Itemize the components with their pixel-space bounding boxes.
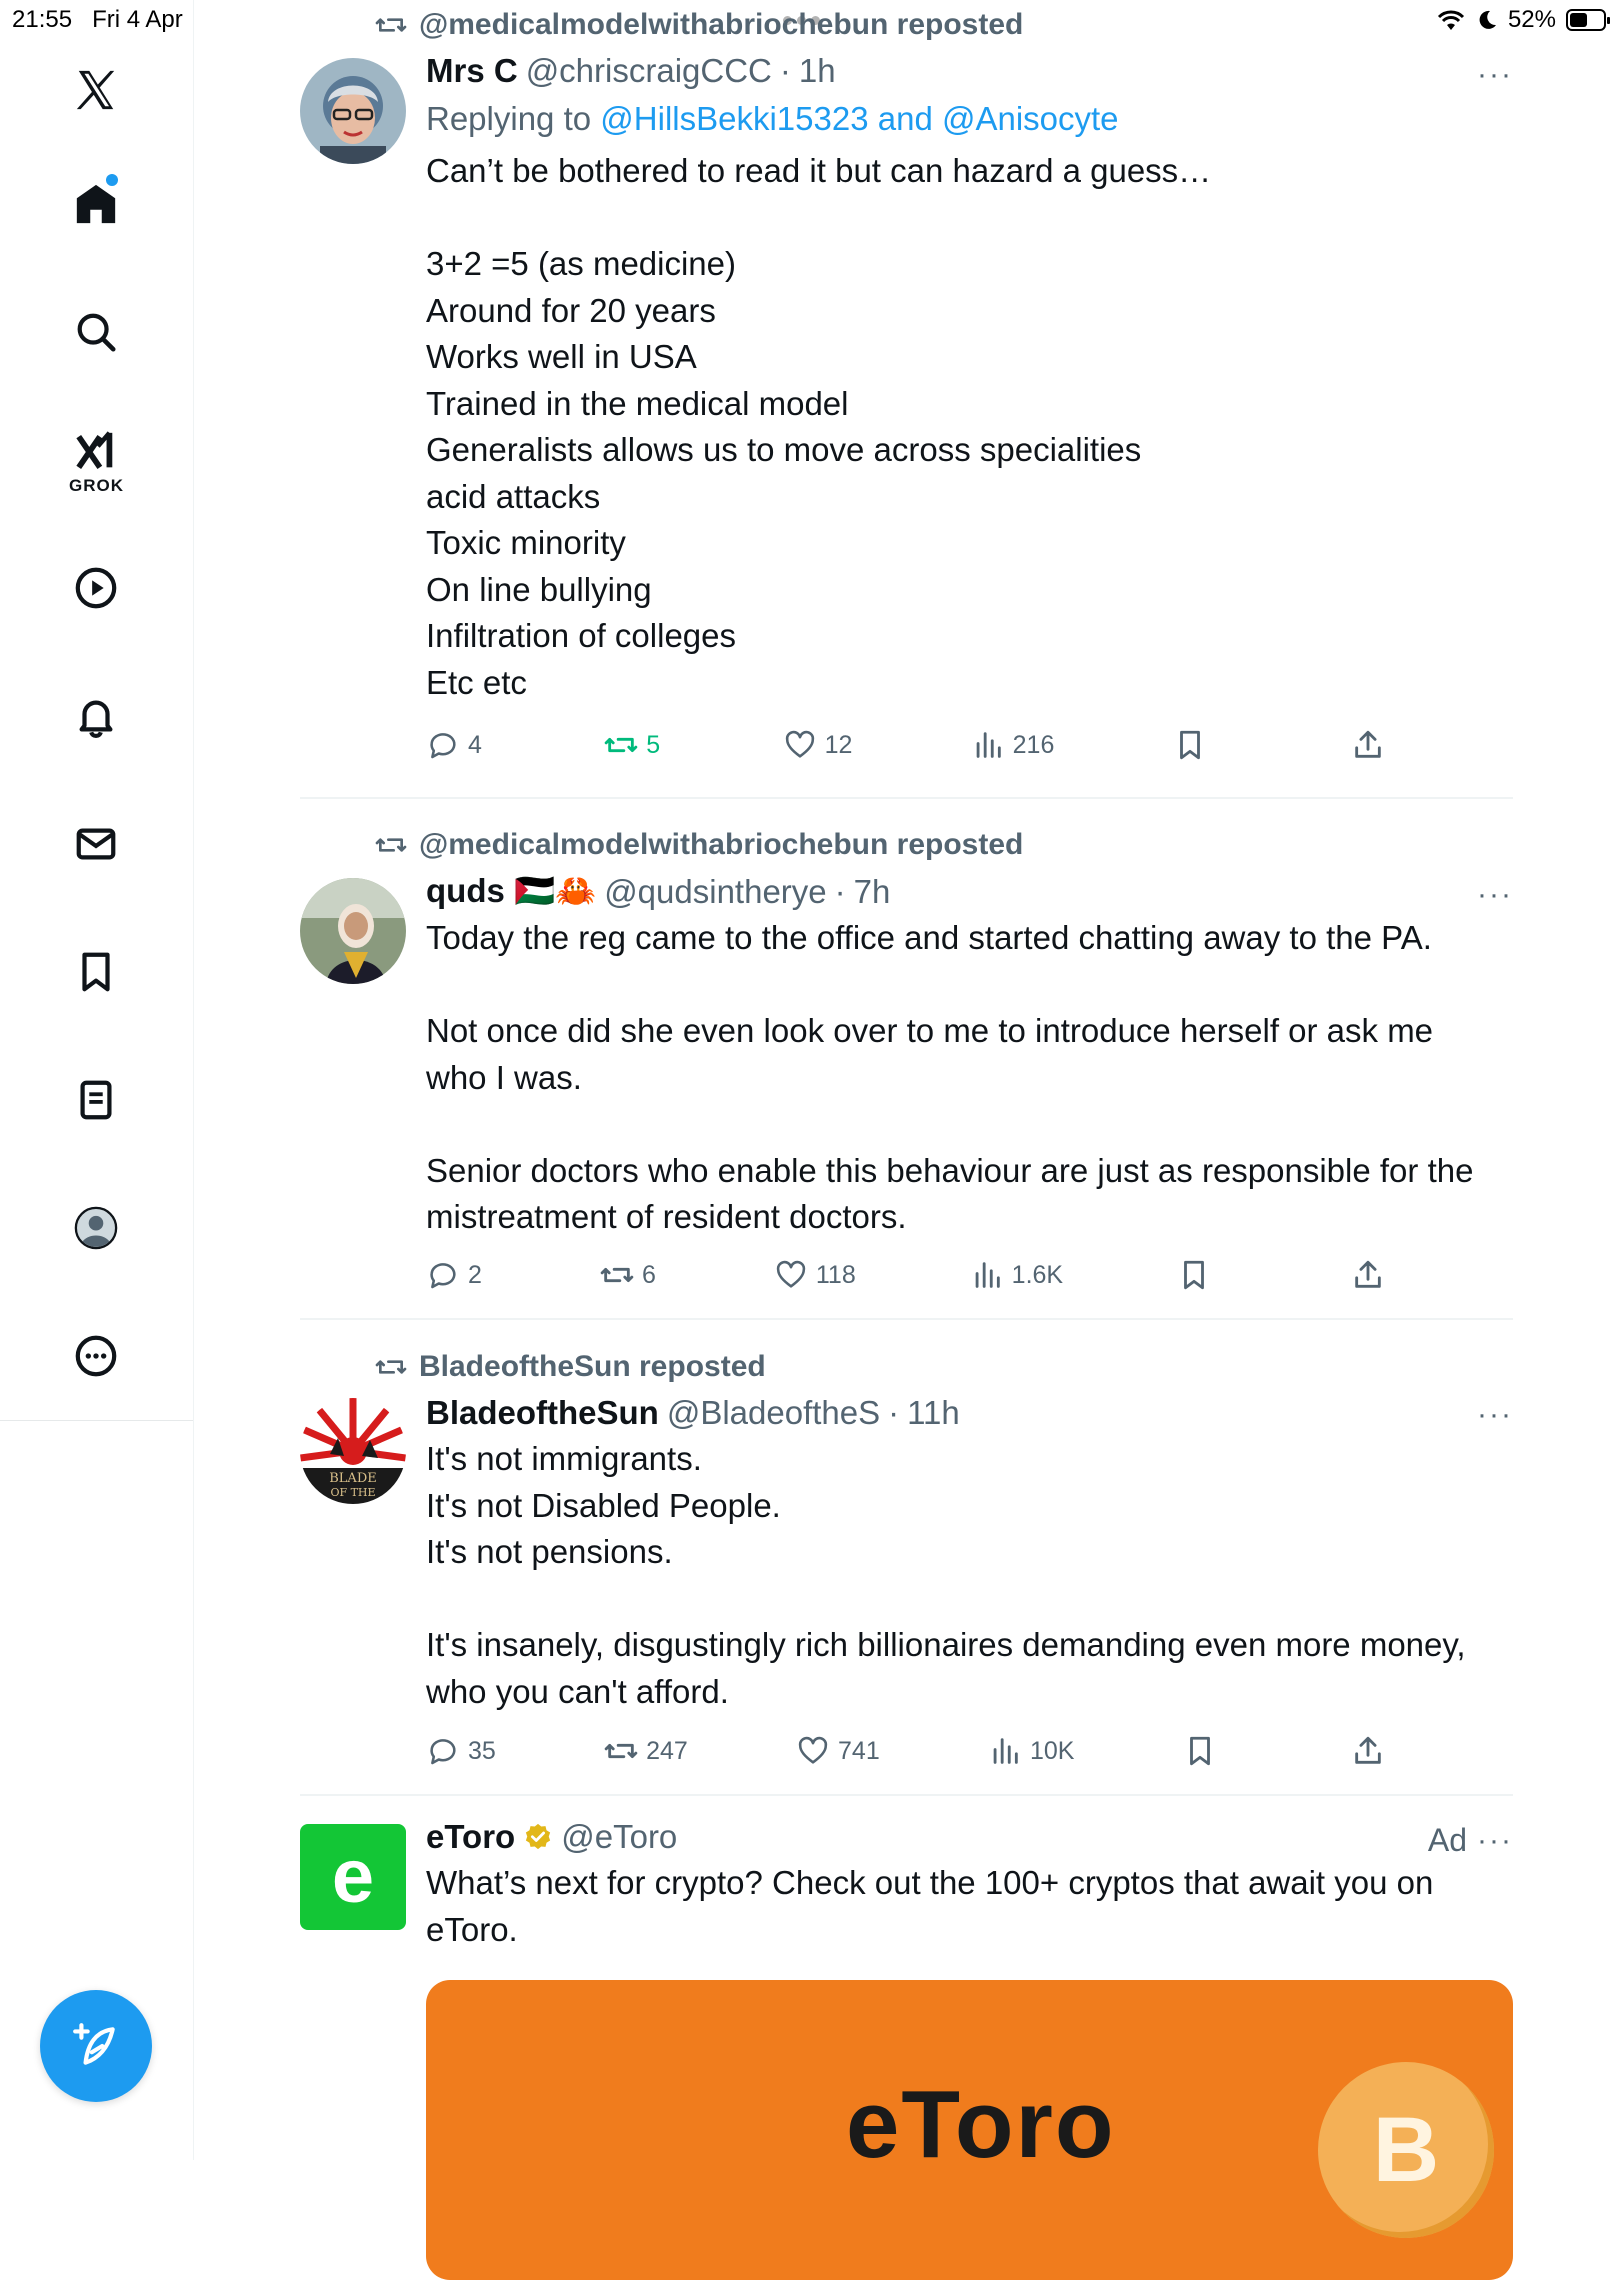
sidebar-divider — [0, 1420, 193, 1421]
bookmark-button[interactable] — [1183, 1734, 1243, 1768]
repost-icon — [604, 728, 638, 762]
verified-badge-icon — [523, 1822, 553, 1852]
more-options-icon[interactable]: ··· — [1477, 878, 1513, 911]
ad-label: Ad — [1427, 1822, 1467, 1858]
action-bar — [426, 728, 1411, 762]
views-button[interactable]: 1.6K — [970, 1258, 1063, 1292]
share-button[interactable] — [1351, 728, 1411, 762]
video-icon[interactable] — [68, 560, 124, 616]
like-button[interactable]: 12 — [783, 728, 853, 762]
share-button[interactable] — [1351, 1734, 1411, 1768]
share-icon — [1351, 1258, 1385, 1292]
heart-icon — [783, 728, 817, 762]
reply-icon — [426, 1734, 460, 1768]
tweet-header — [426, 1818, 1513, 1856]
home-notification-dot — [106, 174, 118, 186]
grok-label: GROK — [69, 476, 124, 495]
handle[interactable]: @BladeoftheS — [666, 1394, 881, 1431]
more-options-icon[interactable]: ··· — [1477, 58, 1513, 91]
share-icon — [1351, 728, 1385, 762]
repost-button[interactable]: 5 — [604, 728, 664, 762]
reply-mentions[interactable]: @HillsBekki15323 and @Anisocyte — [600, 100, 1119, 137]
reply-icon — [426, 1258, 460, 1292]
views-icon — [970, 1258, 1004, 1292]
more-options-icon[interactable]: ··· — [1477, 1824, 1513, 1857]
repost-icon — [375, 1351, 407, 1383]
bookmark-button[interactable] — [1173, 728, 1233, 762]
svg-text:OF THE: OF THE — [330, 1486, 376, 1499]
tweet-body: What’s next for crypto? Check out the 100+ cryptos that await you on eToro. — [426, 1864, 1434, 1948]
more-circle-icon[interactable] — [68, 1328, 124, 1384]
repost-indicator: BladeoftheSun reposted — [375, 1350, 766, 1384]
moon-icon — [1476, 9, 1498, 31]
handle[interactable]: @chriscraigCCC — [525, 52, 772, 89]
avatar-text: BLADE — [329, 1471, 377, 1486]
like-button[interactable]: 741 — [796, 1734, 880, 1768]
repost-button[interactable]: 6 — [600, 1258, 660, 1292]
heart-icon — [774, 1258, 808, 1292]
feather-plus-icon — [71, 2021, 121, 2071]
action-bar — [426, 1734, 1411, 1768]
views-icon — [988, 1734, 1022, 1768]
replying-to: Replying to @HillsBekki15323 and @Anisocyte — [426, 100, 1119, 137]
display-name[interactable]: eToro — [426, 1818, 516, 1855]
avatar[interactable] — [300, 1824, 406, 1930]
tweet-header: quds 🇵🇸🦀 @qudsintherye · 7h — [426, 872, 891, 910]
heart-icon — [796, 1734, 830, 1768]
display-name[interactable]: BladeoftheSun — [426, 1394, 659, 1431]
ad-tweet[interactable] — [300, 1814, 1513, 2201]
battery-percent: 52% — [1507, 6, 1556, 33]
repost-button[interactable]: 247 — [604, 1734, 688, 1768]
share-button[interactable] — [1351, 1258, 1411, 1292]
compose-button[interactable] — [40, 1990, 152, 2102]
views-icon — [971, 728, 1005, 762]
like-button[interactable]: 118 — [774, 1258, 856, 1292]
action-bar — [426, 1258, 1411, 1292]
handle[interactable]: @eToro — [561, 1818, 678, 1855]
list-icon[interactable] — [68, 1072, 124, 1128]
etoro-brand-logo: eToro — [846, 2071, 1116, 2178]
tweet-divider — [300, 1794, 1513, 1796]
bookmark-icon — [1177, 1258, 1211, 1292]
tweet-divider — [300, 797, 1513, 799]
status-indicators — [1436, 6, 1606, 34]
status-time: 21:55 Fri 4 Apr — [12, 6, 183, 33]
avatar[interactable] — [300, 58, 406, 164]
timestamp[interactable]: 7h — [853, 872, 891, 910]
timestamp[interactable]: 1h — [798, 52, 836, 89]
bookmark-button[interactable] — [1177, 1258, 1237, 1292]
x-logo-icon[interactable] — [68, 62, 124, 118]
views-button[interactable]: 216 — [971, 728, 1055, 762]
display-name[interactable]: quds 🇵🇸🦀 — [426, 872, 597, 909]
search-icon[interactable] — [68, 304, 124, 360]
repost-indicator: @medicalmodelwithabriochebun reposted — [375, 8, 1023, 42]
reply-button[interactable]: 2 — [426, 1258, 486, 1292]
tweet-header: Mrs C @chriscraigCCC · 1h — [426, 52, 836, 89]
repost-icon — [375, 829, 407, 861]
tweet-header: BladeoftheSun @BladeoftheS · 11h — [426, 1394, 960, 1431]
bookmark-icon — [1173, 728, 1207, 762]
more-options-icon[interactable]: ··· — [1477, 1398, 1513, 1431]
bookmark-icon — [1183, 1734, 1217, 1768]
reply-icon — [426, 728, 460, 762]
grok-icon[interactable] — [68, 424, 124, 480]
share-icon — [1351, 1734, 1385, 1768]
profile-icon[interactable] — [68, 1200, 124, 1256]
tweet-divider — [300, 1318, 1513, 1320]
reply-button[interactable]: 35 — [426, 1734, 496, 1768]
reply-button[interactable]: 4 — [426, 728, 486, 762]
repost-indicator: @medicalmodelwithabriochebun reposted — [375, 828, 1023, 862]
etoro-logo: e — [331, 1834, 375, 1919]
repost-icon — [604, 1734, 638, 1768]
mail-icon[interactable] — [68, 816, 124, 872]
wifi-icon — [1436, 8, 1466, 32]
avatar[interactable] — [300, 1398, 406, 1504]
display-name[interactable]: Mrs C — [426, 52, 518, 89]
tweet-body: It's not immigrants. It's not Disabled People. It's not pensions. It's insanely, disgustingly rich billionaires demanding even more money, who you can't afford. — [426, 1440, 1466, 1710]
sidebar — [0, 0, 194, 2160]
battery-icon — [1566, 9, 1606, 31]
views-button[interactable]: 10K — [988, 1734, 1074, 1768]
avatar[interactable] — [300, 878, 406, 984]
repost-icon — [600, 1258, 634, 1292]
repost-icon — [375, 9, 407, 41]
tweet-body: Today the reg came to the office and started chatting away to the PA. Not once did she even look over to me to introduce herself or ask me who I was. Senior doctors who enable this behaviour are just as responsible for the mistreatment of resident doctors. — [426, 919, 1474, 1235]
timestamp[interactable]: 11h — [907, 1394, 960, 1431]
tweet-body: Can’t be bothered to read it but can hazard a guess… 3+2 =5 (as medicine) Around for 20 years Works well in USA Trained in the medical model Generalists allows us to move across specialities acid attacks Toxic minority On line bullying Infiltration of colleges Etc etc — [426, 152, 1212, 701]
handle[interactable]: @qudsintherye — [604, 872, 827, 910]
bitcoin-coin-icon: B — [1318, 2062, 1494, 2238]
bookmark-icon[interactable] — [68, 944, 124, 1000]
ad-media-card[interactable] — [426, 1980, 1513, 2280]
bell-icon[interactable] — [68, 688, 124, 744]
